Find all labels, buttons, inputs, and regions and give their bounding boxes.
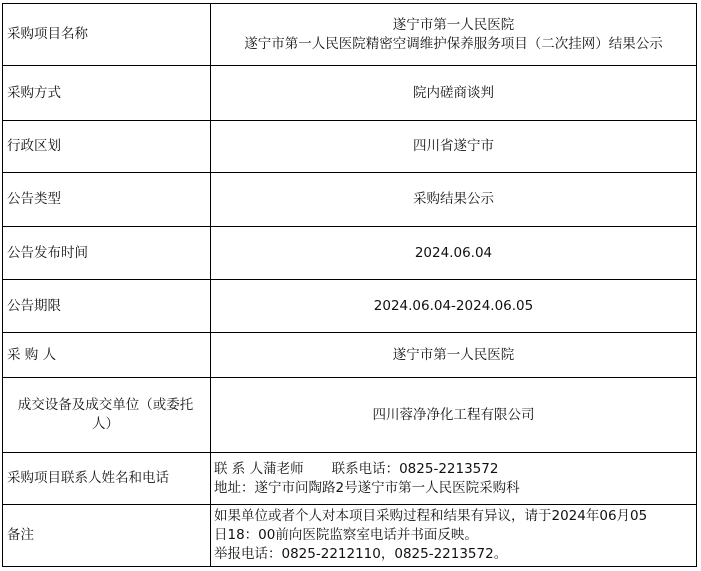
value-region: 四川省遂宁市 xyxy=(211,121,697,173)
label-notice-period: 公告期限 xyxy=(3,280,211,333)
label-winner-line1: 成交设备及成交单位（或委托 xyxy=(17,397,194,413)
value-winner: 四川蓉净净化工程有限公司 xyxy=(211,378,697,453)
label-winner-line2: 人） xyxy=(92,416,119,432)
contact-address: 地址：遂宁市问陶路2号遂宁市第一人民医院采购科 xyxy=(214,479,520,496)
contact-person: 联 系 人蒲老师 xyxy=(214,460,304,477)
procurement-result-table xyxy=(2,3,697,567)
value-project-name xyxy=(211,4,697,66)
value-remarks xyxy=(211,505,697,567)
label-method: 采购方式 xyxy=(3,66,211,121)
row-project-name xyxy=(3,4,697,66)
row-notice-period xyxy=(3,280,697,333)
row-method xyxy=(3,66,697,121)
row-winner xyxy=(3,378,697,453)
value-publish-time: 2024.06.04 xyxy=(211,227,697,280)
row-region xyxy=(3,121,697,173)
row-contact xyxy=(3,453,697,505)
label-remarks: 备注 xyxy=(3,505,211,567)
row-notice-type xyxy=(3,173,697,227)
label-purchaser: 采 购 人 xyxy=(3,333,211,378)
row-publish-time xyxy=(3,227,697,280)
contact-line1 xyxy=(214,460,696,479)
row-remarks xyxy=(3,505,697,567)
label-contact: 采购项目联系人姓名和电话 xyxy=(3,453,211,505)
remarks-line2: 日18：00前向医院监察室电话并书面反映。 xyxy=(214,527,478,543)
value-notice-period: 2024.06.04-2024.06.05 xyxy=(211,280,697,333)
label-winner xyxy=(3,378,211,453)
project-hospital-name: 遂宁市第一人民医院 xyxy=(392,16,515,33)
label-project-name: 采购项目名称 xyxy=(3,4,211,66)
label-publish-time: 公告发布时间 xyxy=(3,227,211,280)
value-purchaser: 遂宁市第一人民医院 xyxy=(211,333,697,378)
remarks-line3: 举报电话：0825-2212110，0825-2213572。 xyxy=(214,546,508,562)
remarks-line1: 如果单位或者个人对本项目采购过程和结果有异议，请于2024年06月05 xyxy=(214,508,648,524)
contact-phone: 联系电话：0825-2213572 xyxy=(331,460,499,477)
value-contact xyxy=(211,453,697,505)
row-purchaser xyxy=(3,333,697,378)
value-method: 院内磋商谈判 xyxy=(211,66,697,121)
label-notice-type: 公告类型 xyxy=(3,173,211,227)
project-title: 遂宁市第一人民医院精密空调维护保养服务项目（二次挂网）结果公示 xyxy=(244,35,663,52)
value-notice-type: 采购结果公示 xyxy=(211,173,697,227)
label-region: 行政区划 xyxy=(3,121,211,173)
